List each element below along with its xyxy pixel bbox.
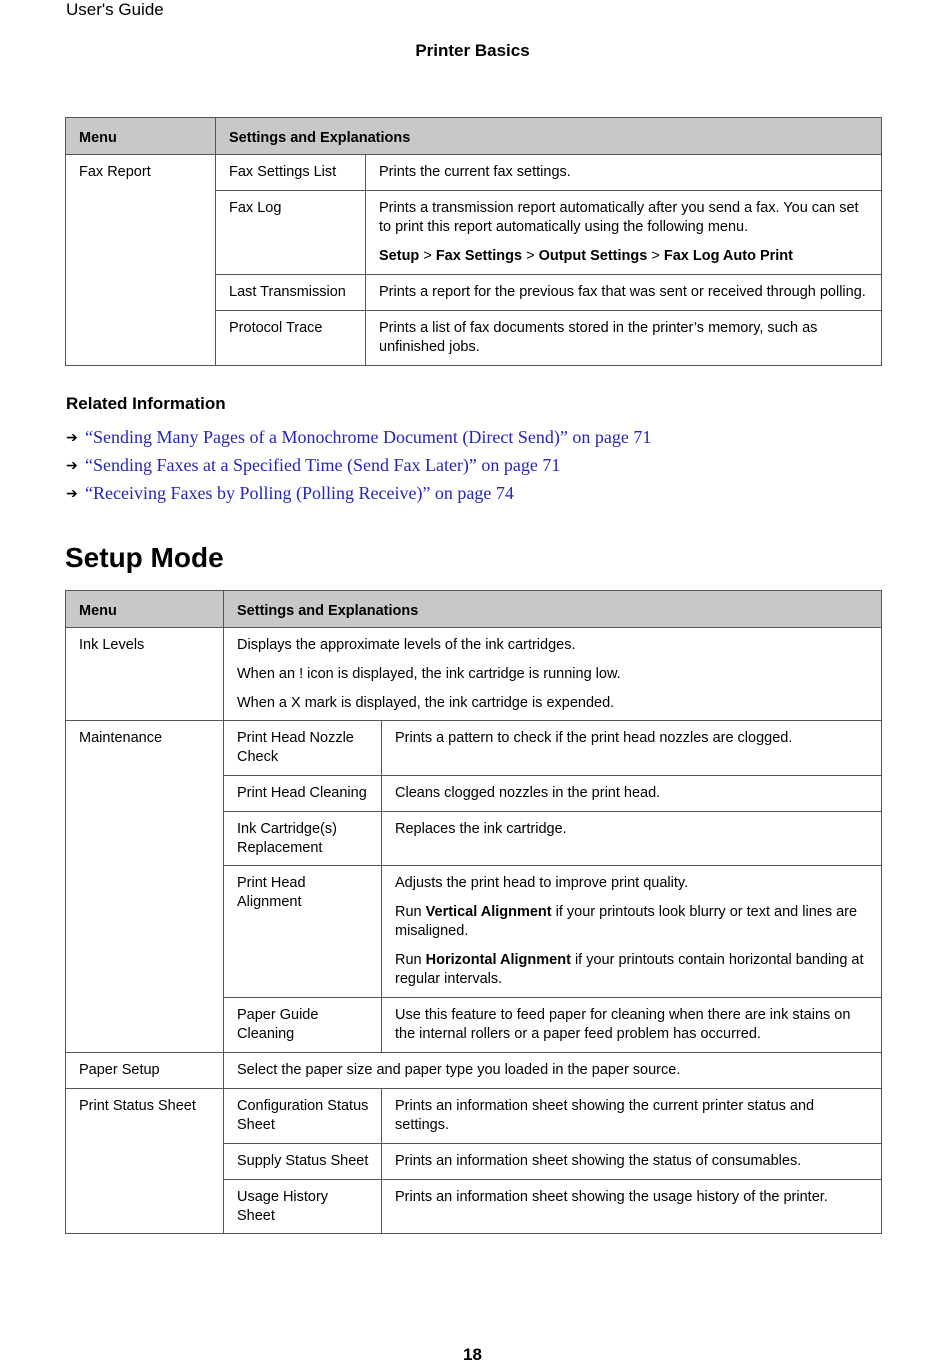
related-links [66,423,651,507]
related-information-heading: Related Information [66,394,226,413]
related-link[interactable]: “Sending Many Pages of a Monochrome Document (Direct Send)” on page 71 [85,426,652,447]
menu-path-setup: Setup [379,248,420,264]
desc-cell: Prints an information sheet showing the usage history of the printer. [382,1180,882,1234]
desc-cell [366,191,882,275]
desc-cell: Select the paper size and paper type you loaded in the paper source. [224,1053,882,1089]
list-item [66,479,651,507]
page-number: 18 [463,1345,482,1364]
desc-cell [382,866,882,998]
run-word: Run [395,952,422,968]
item-cell: Ink Cartridge(s) Replacement [224,812,382,866]
item-cell: Protocol Trace [216,311,366,366]
desc-cell: Prints an information sheet showing the status of consumables. [382,1144,882,1180]
desc-cell: Replaces the ink cartridge. [382,812,882,866]
horizontal-alignment-text [395,951,869,989]
right-arrow-icon: ➔ [66,485,78,501]
item-cell: Last Transmission [216,275,366,311]
desc-text: Prints a transmission report automatically after you send a fax. You can set to print this report automatically using the following menu. [379,200,859,235]
setup-mode-table [65,590,882,1234]
item-cell: Configuration Status Sheet [224,1089,382,1144]
path-separator: > [423,248,432,264]
list-item [66,423,651,451]
table-row [66,1053,882,1089]
item-cell: Print Head Nozzle Check [224,721,382,776]
right-arrow-icon: ➔ [66,457,78,473]
vertical-alignment-label: Vertical Alignment [425,904,552,920]
fax-report-table [65,117,882,366]
menu-path [379,247,869,266]
menu-path-output-settings: Output Settings [538,248,648,264]
desc-cell [224,628,882,721]
table-row [66,1089,882,1144]
menu-header: Menu [66,591,224,628]
menu-cell-fax-report: Fax Report [66,155,216,366]
run-word: Run [395,904,422,920]
desc-cell: Use this feature to feed paper for cleaning when there are ink stains on the internal rollers or a paper feed problem has occurred. [382,998,882,1053]
desc-cell: Prints a report for the previous fax that was sent or received through polling. [366,275,882,311]
guide-title: User's Guide [66,0,164,19]
right-arrow-icon: ➔ [66,429,78,445]
ink-levels-line: When a X mark is displayed, the ink cartridge is expended. [237,695,615,711]
settings-header: Settings and Explanations [216,118,882,155]
item-cell: Supply Status Sheet [224,1144,382,1180]
menu-cell-maintenance: Maintenance [66,721,224,1053]
menu-cell-paper-setup: Paper Setup [66,1053,224,1089]
menu-cell-print-status-sheet: Print Status Sheet [66,1089,224,1234]
menu-path-fax-log-auto-print: Fax Log Auto Print [663,248,793,264]
settings-header: Settings and Explanations [224,591,882,628]
desc-cell: Prints a list of fax documents stored in the printer’s memory, such as unfinished jobs. [366,311,882,366]
related-link[interactable]: “Receiving Faxes by Polling (Polling Receive)” on page 74 [85,482,514,503]
item-cell: Fax Settings List [216,155,366,191]
item-cell: Usage History Sheet [224,1180,382,1234]
desc-cell: Prints the current fax settings. [366,155,882,191]
menu-path-fax-settings: Fax Settings [435,248,523,264]
vertical-alignment-explanation: if your printouts look blurry or text and lines are misaligned. [395,904,858,939]
menu-cell-ink-levels: Ink Levels [66,628,224,721]
table-row [66,721,882,776]
table-header-row [66,591,882,628]
desc-cell: Prints an information sheet showing the current printer status and settings. [382,1089,882,1144]
item-cell: Print Head Alignment [224,866,382,998]
item-cell: Print Head Cleaning [224,776,382,812]
path-separator: > [651,248,660,264]
horizontal-alignment-explanation: if your printouts contain horizontal banding at regular intervals. [395,952,864,987]
item-cell: Fax Log [216,191,366,275]
path-separator: > [526,248,535,264]
setup-mode-heading: Setup Mode [65,542,224,573]
desc-cell: Prints a pattern to check if the print head nozzles are clogged. [382,721,882,776]
table-row [66,628,882,721]
section-title: Printer Basics [415,41,530,60]
ink-levels-line: Displays the approximate levels of the ink cartridges. [237,637,576,653]
menu-header: Menu [66,118,216,155]
table-header-row [66,118,882,155]
table-row [66,155,882,191]
horizontal-alignment-label: Horizontal Alignment [425,952,571,968]
ink-levels-line: When an ! icon is displayed, the ink cartridge is running low. [237,666,621,682]
vertical-alignment-text [395,903,869,941]
list-item [66,451,651,479]
related-link[interactable]: “Sending Faxes at a Specified Time (Send Fax Later)” on page 71 [85,454,561,475]
item-cell: Paper Guide Cleaning [224,998,382,1053]
desc-cell: Cleans clogged nozzles in the print head. [382,776,882,812]
desc-text: Adjusts the print head to improve print quality. [395,875,689,891]
